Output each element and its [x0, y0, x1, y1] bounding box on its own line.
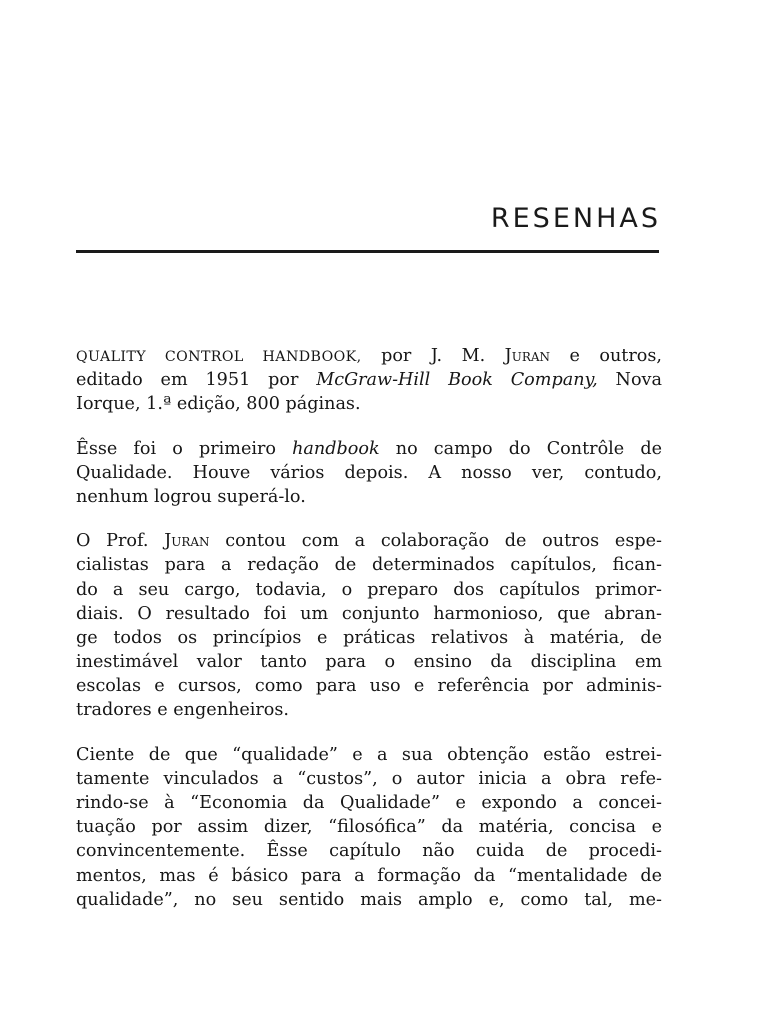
text-line: do a seu cargo, todavia, o preparo dos capítulos primor-: [76, 579, 662, 600]
review-body: [76, 344, 662, 932]
author-name: Juran: [504, 346, 551, 366]
paragraph: [76, 437, 662, 510]
text-line: tradores e engenheiros.: [76, 700, 290, 721]
paragraph-citation: [76, 344, 662, 417]
text-line: Ciente de que “qualidade” e a sua obtenção estão estrei-: [76, 744, 662, 765]
text-line: rindo-se à “Economia da Qualidade” e expondo a concei-: [76, 793, 662, 813]
text-line: Êsse foi o primeiro handbook no campo do Contrôle de: [76, 438, 662, 459]
text-line: Qualidade. Houve vários depois. A nosso ver, contudo,: [76, 462, 662, 483]
text-line: inestimável valor tanto para o ensino da disciplina em: [76, 652, 662, 673]
publisher-name: McGraw-Hill Book Company,: [316, 370, 598, 391]
text-line: qualidade”, no seu sentido mais amplo e, como tal, me-: [76, 889, 662, 910]
text-line: ge todos os princípios e práticas relativos à matéria, de: [76, 627, 662, 648]
paragraph: [76, 529, 662, 723]
text-line: tamente vinculados a “custos”, o autor inicia a obra refe-: [76, 768, 662, 789]
text-line: editado em 1951 por McGraw-Hill Book Company, Nova: [76, 370, 662, 391]
text-line: convincentemente. Êsse capítulo não cuida de procedi-: [76, 841, 662, 862]
text-line: cialistas para a redação de determinados capítulos, fican-: [76, 555, 662, 576]
text-line: QUALITY CONTROL HANDBOOK, por J. M. Juran e outros,: [76, 346, 663, 366]
book-title: QUALITY CONTROL HANDBOOK,: [76, 349, 362, 365]
text-line: Iorque, 1.ª edição, 800 páginas.: [76, 394, 361, 415]
title-rule: [76, 250, 659, 253]
text-line: O Prof. Juran contou com a colaboração de outros espe-: [76, 531, 662, 552]
text-line: tuação por assim dizer, “filosófica” da matéria, concisa e: [76, 817, 662, 838]
section-title: RESENHAS: [490, 203, 661, 234]
text-line: diais. O resultado foi um conjunto harmonioso, que abran-: [76, 603, 662, 624]
text-line: escolas e cursos, como para uso e referência por adminis-: [76, 676, 662, 697]
author-name: Juran: [164, 531, 210, 552]
text-line: mentos, mas é básico para a formação da “mentalidade de: [76, 865, 662, 886]
text-line: nenhum logrou superá-lo.: [76, 486, 306, 507]
paragraph: [76, 743, 662, 912]
